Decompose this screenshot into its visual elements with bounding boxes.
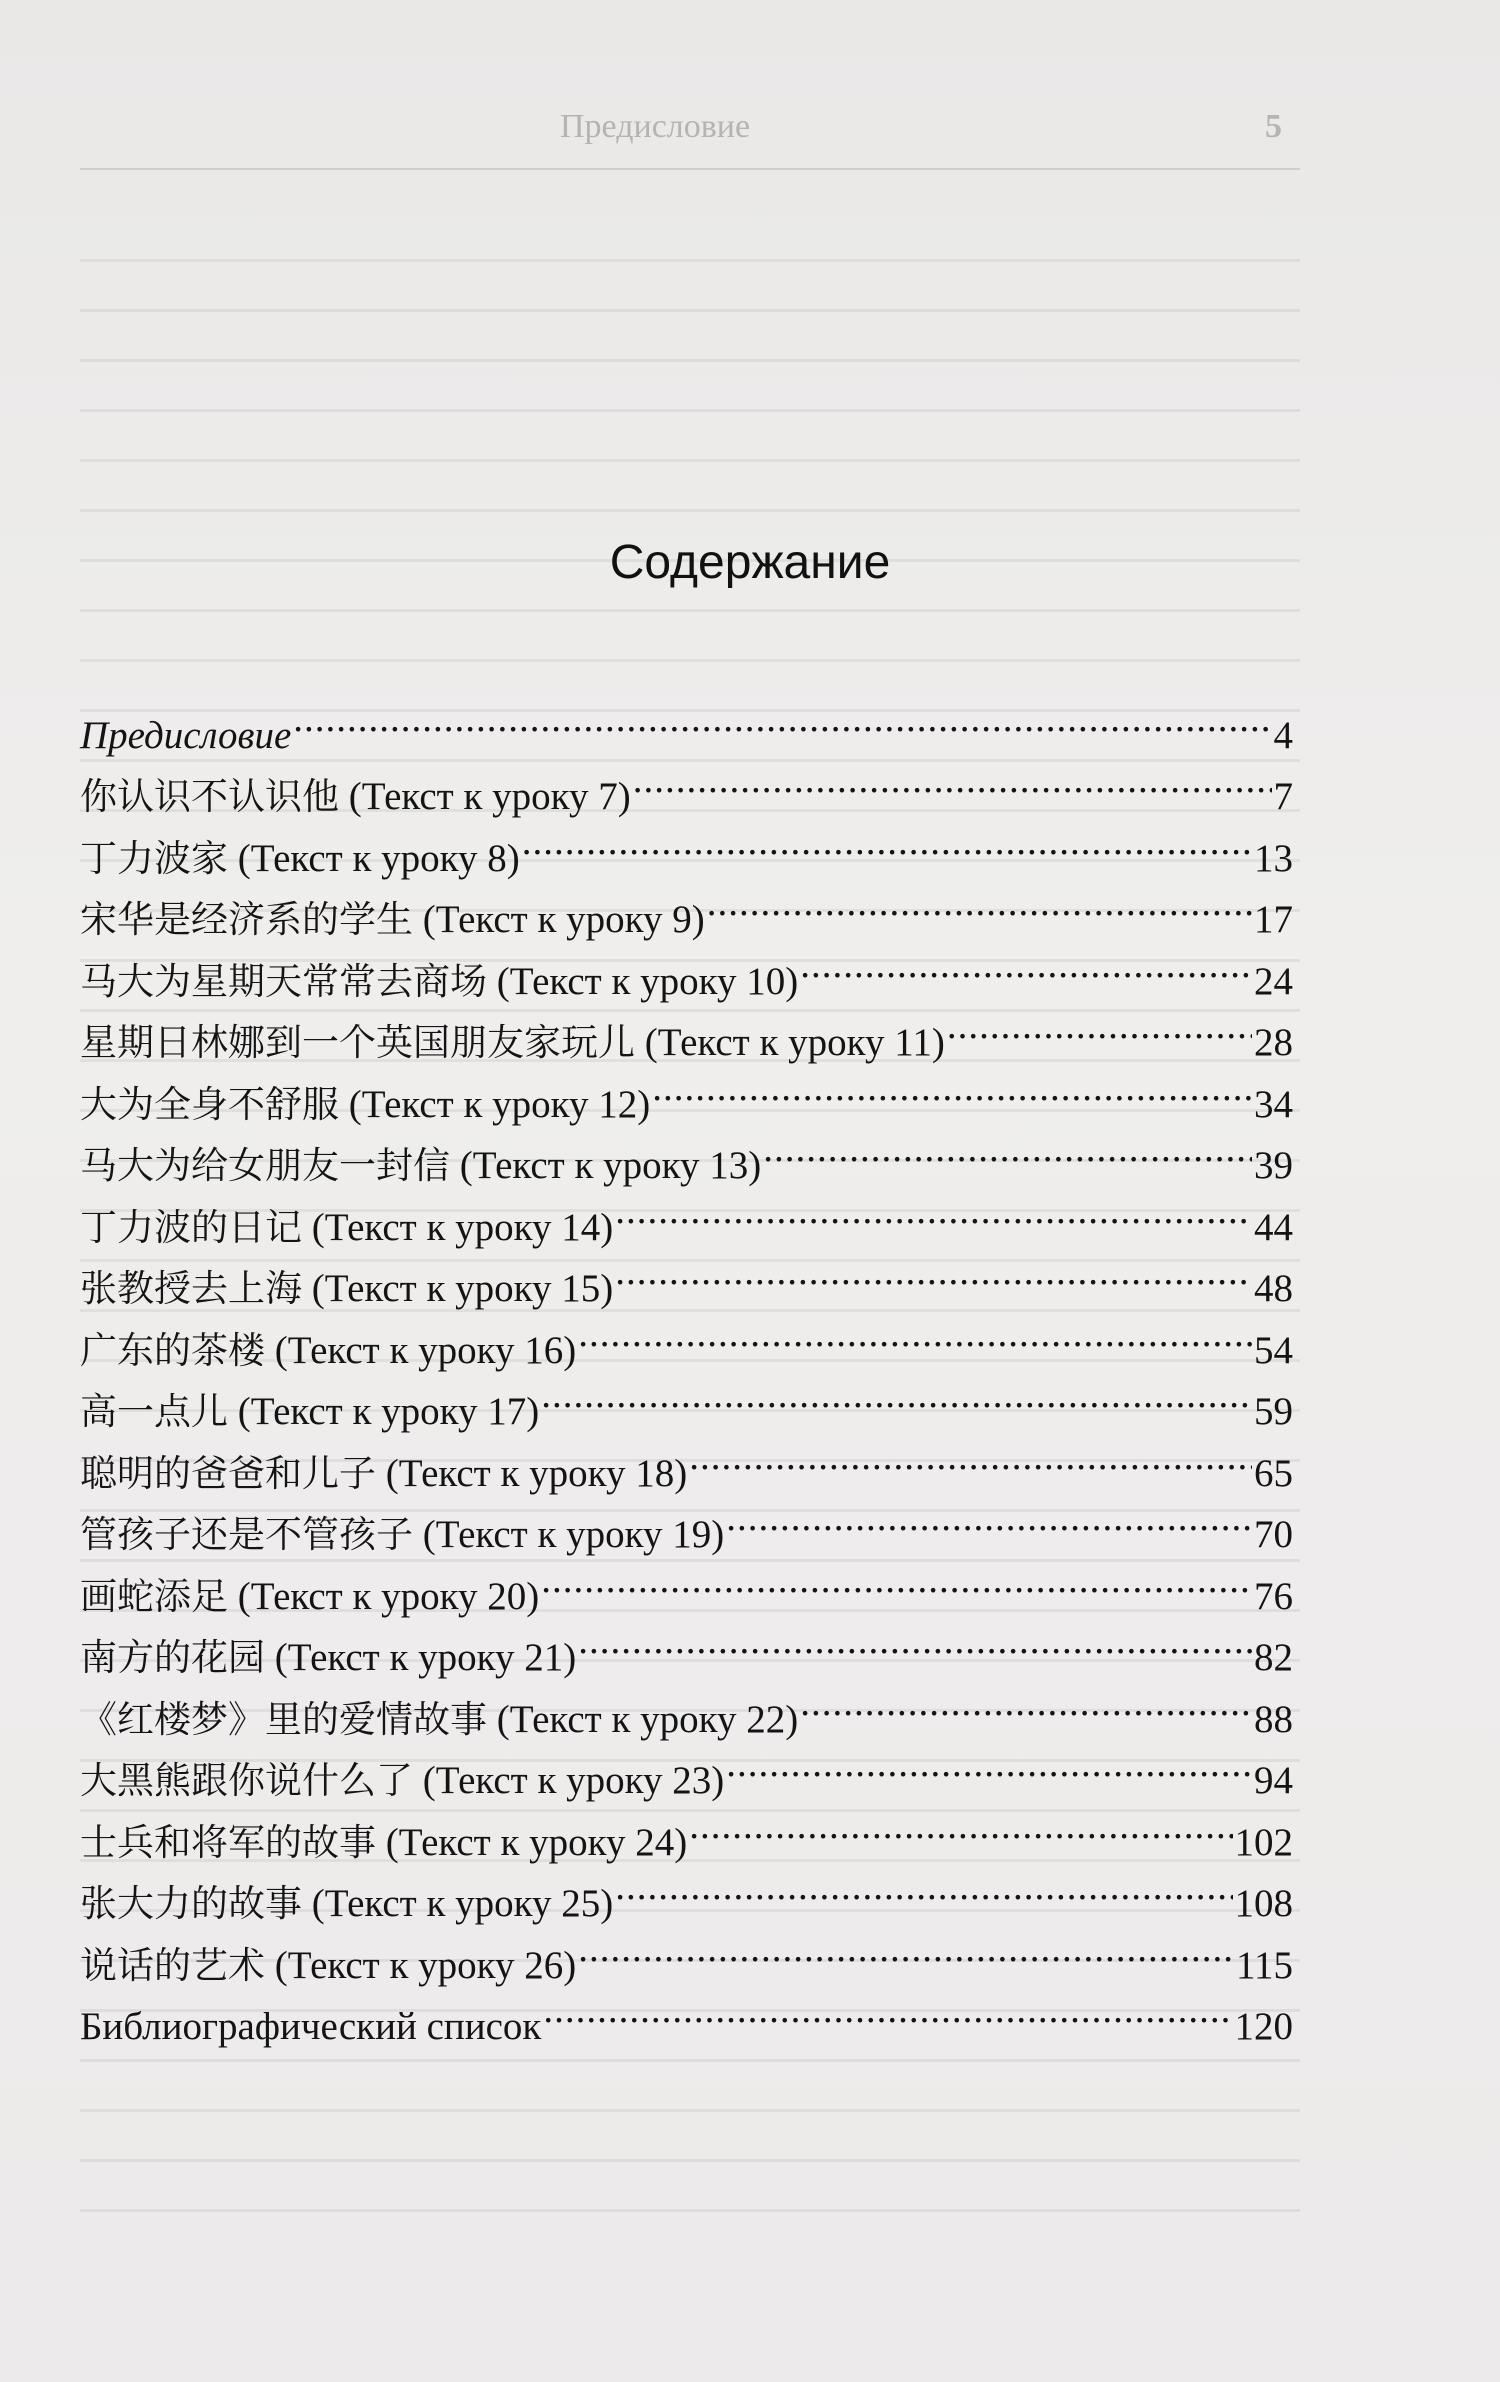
toc-entry-page-number: 65 xyxy=(1254,1451,1293,1495)
toc-entry-chinese-title: 《红楼梦》里的爱情故事 xyxy=(80,1697,487,1741)
bleed-through-line xyxy=(80,2162,1300,2212)
bleed-through-line xyxy=(80,2062,1300,2112)
toc-entry-page-number: 88 xyxy=(1254,1697,1293,1741)
toc-entry-chinese-title: 广东的茶楼 xyxy=(80,1328,265,1372)
toc-entry xyxy=(80,686,1293,757)
bleed-through-rule xyxy=(80,168,1300,170)
toc-entry-text: (Текст к уроку 17) xyxy=(228,1390,540,1433)
toc-entry-page-number: 59 xyxy=(1254,1390,1293,1433)
toc-entry-page-number: 120 xyxy=(1234,2005,1293,2048)
toc-entry-label xyxy=(80,1258,613,1320)
toc-entry-chinese-title: 管孩子还是不管孩子 xyxy=(80,1513,413,1556)
dot-leader xyxy=(522,809,1252,871)
running-page-number: 5 xyxy=(1265,108,1282,145)
toc-entry-text: (Текст к уроку 11) xyxy=(635,1021,945,1064)
bleed-through-line xyxy=(80,2112,1300,2162)
toc-entry-label xyxy=(80,1935,576,1997)
bleed-through-line xyxy=(80,312,1300,362)
toc-entry-page-number: 48 xyxy=(1254,1267,1293,1310)
toc-entry-chinese-title: 你认识不认识他 xyxy=(80,775,339,818)
toc-entry-text: (Текст к уроку 20) xyxy=(228,1574,540,1618)
bleed-through-line xyxy=(80,412,1300,462)
toc-entry-chinese-title: 马大为星期天常常去商场 xyxy=(80,959,487,1003)
table-of-contents xyxy=(80,686,1293,2048)
toc-entry-chinese-title: 说话的艺术 xyxy=(80,1943,265,1987)
toc-entry-text: (Текст к уроку 12) xyxy=(339,1082,651,1126)
dot-leader xyxy=(293,686,1271,748)
toc-entry-chinese-title: 宋华是经济系的学生 xyxy=(80,898,413,941)
toc-entry-text: (Текст к уроку 10) xyxy=(487,959,799,1003)
toc-entry-text: (Текст к уроку 23) xyxy=(413,1759,725,1802)
toc-entry-text: Предисловие xyxy=(80,713,292,757)
toc-entry-page-number: 70 xyxy=(1254,1513,1293,1556)
toc-entry-chinese-title: 丁力波的日记 xyxy=(80,1205,302,1249)
toc-entry-label xyxy=(80,889,705,951)
dot-leader xyxy=(689,1424,1252,1486)
toc-entry-chinese-title: 张大力的故事 xyxy=(80,1882,302,1925)
toc-entry-text: (Текст к уроку 7) xyxy=(339,775,631,818)
bleed-through-line xyxy=(80,362,1300,412)
toc-entry-label xyxy=(80,1873,613,1935)
toc-entry-text: (Текст к уроку 21) xyxy=(265,1636,577,1679)
dot-leader xyxy=(578,1609,1252,1671)
toc-entry-chinese-title: 马大为给女朋友一封信 xyxy=(80,1144,450,1187)
toc-entry-text: (Текст к уроку 13) xyxy=(450,1144,762,1187)
toc-entry-label xyxy=(80,705,291,767)
toc-entry-chinese-title: 高一点儿 xyxy=(80,1390,228,1433)
toc-entry-page-number: 34 xyxy=(1254,1082,1293,1126)
toc-entry-page-number: 115 xyxy=(1235,1943,1293,1987)
toc-entry-page-number: 7 xyxy=(1273,775,1293,818)
toc-entry-text: Библиографический список xyxy=(80,2005,542,2048)
dot-leader xyxy=(578,1916,1234,1978)
toc-entry-page-number: 4 xyxy=(1273,713,1293,757)
dot-leader xyxy=(726,1732,1252,1794)
toc-entry-text: (Текст к уроку 26) xyxy=(265,1943,577,1987)
toc-entry-page-number: 24 xyxy=(1254,959,1293,1003)
dot-leader xyxy=(763,1117,1252,1179)
dot-leader xyxy=(726,1486,1252,1548)
toc-entry-chinese-title: 丁力波家 xyxy=(80,836,228,880)
bleed-through-line xyxy=(80,462,1300,512)
toc-entry-label xyxy=(80,1566,539,1628)
running-title: Предисловие xyxy=(560,108,751,145)
toc-entry-text: (Текст к уроку 9) xyxy=(413,898,705,941)
toc-entry-label xyxy=(80,1750,724,1812)
toc-entry-text: (Текст к уроку 8) xyxy=(228,836,520,880)
toc-entry-text: (Текст к уроку 22) xyxy=(487,1697,799,1741)
toc-entry-text: (Текст к уроку 14) xyxy=(302,1205,614,1249)
toc-entry-page-number: 54 xyxy=(1254,1328,1293,1372)
toc-entry-chinese-title: 大为全身不舒服 xyxy=(80,1082,339,1126)
dot-leader xyxy=(633,748,1272,810)
toc-entry-label xyxy=(80,1812,687,1874)
toc-entry-chinese-title: 南方的花园 xyxy=(80,1636,265,1679)
toc-entry-label xyxy=(80,1074,650,1136)
toc-entry-page-number: 13 xyxy=(1254,836,1293,880)
dot-leader xyxy=(689,1793,1232,1855)
dot-leader xyxy=(615,1855,1232,1917)
dot-leader xyxy=(615,1240,1252,1302)
toc-entry-chinese-title: 星期日林娜到一个英国朋友家玩儿 xyxy=(80,1021,635,1064)
dot-leader xyxy=(800,932,1252,994)
toc-entry-page-number: 44 xyxy=(1254,1205,1293,1249)
dot-leader xyxy=(800,1670,1252,1732)
toc-entry-text: (Текст к уроку 15) xyxy=(302,1267,614,1310)
toc-entry-text: (Текст к уроку 19) xyxy=(413,1513,725,1556)
dot-leader xyxy=(615,1178,1252,1240)
toc-entry-page-number: 108 xyxy=(1234,1882,1293,1925)
toc-entry-page-number: 82 xyxy=(1254,1636,1293,1679)
toc-entry-label xyxy=(80,1627,576,1689)
bleed-through-header xyxy=(0,108,1500,158)
toc-entry-page-number: 76 xyxy=(1254,1574,1293,1618)
toc-entry-label xyxy=(80,1381,539,1443)
dot-leader xyxy=(541,1547,1252,1609)
toc-entry-page-number: 17 xyxy=(1254,898,1293,941)
toc-entry-label xyxy=(80,1996,541,2058)
toc-entry-chinese-title: 士兵和将军的故事 xyxy=(80,1820,376,1864)
toc-entry-chinese-title: 大黑熊跟你说什么了 xyxy=(80,1759,413,1802)
bleed-through-line xyxy=(80,262,1300,312)
toc-entry-text: (Текст к уроку 16) xyxy=(265,1328,577,1372)
bleed-through-line xyxy=(80,612,1300,662)
toc-title: Содержание xyxy=(609,536,891,589)
dot-leader xyxy=(707,871,1252,933)
dot-leader xyxy=(947,994,1252,1056)
toc-entry-chinese-title: 张教授去上海 xyxy=(80,1267,302,1310)
toc-entry-page-number: 28 xyxy=(1254,1021,1293,1064)
dot-leader xyxy=(541,1363,1252,1425)
toc-entry-label xyxy=(80,1689,798,1751)
toc-entry-text: (Текст к уроку 18) xyxy=(376,1451,688,1495)
toc-entry-text: (Текст к уроку 25) xyxy=(302,1882,614,1925)
toc-entry-label xyxy=(80,1197,613,1259)
toc-entry-chinese-title: 聪明的爸爸和儿子 xyxy=(80,1451,376,1495)
toc-entry-chinese-title: 画蛇添足 xyxy=(80,1574,228,1618)
toc-entry-label xyxy=(80,951,798,1013)
toc-entry-text: (Текст к уроку 24) xyxy=(376,1820,688,1864)
toc-entry-label xyxy=(80,1320,576,1382)
toc-entry-label xyxy=(80,828,520,890)
dot-leader xyxy=(578,1301,1252,1363)
toc-entry-page-number: 94 xyxy=(1254,1759,1293,1802)
toc-entry-label xyxy=(80,1443,687,1505)
toc-entry-page-number: 102 xyxy=(1234,1820,1293,1864)
bleed-through-line xyxy=(80,212,1300,262)
dot-leader xyxy=(543,1978,1232,2040)
dot-leader xyxy=(652,1055,1252,1117)
toc-entry-page-number: 39 xyxy=(1254,1144,1293,1187)
